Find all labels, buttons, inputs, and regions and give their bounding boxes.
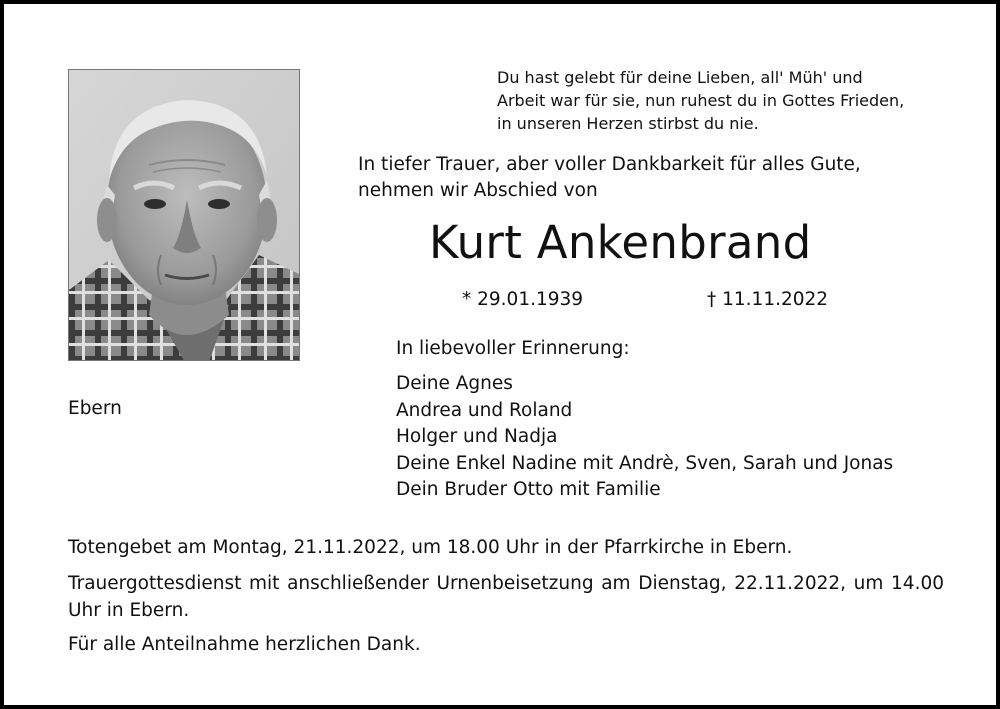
memorial-verse <box>497 66 942 135</box>
thanks-text: Für alle Anteilnahme herzlichen Dank. <box>68 634 421 655</box>
verse-line: Du hast gelebt für deine Lieben, all' Müh' und <box>497 68 863 87</box>
intro-line: nehmen wir Abschied von <box>358 180 598 201</box>
prayer-service-text: Totengebet am Montag, 21.11.2022, um 18.00 Uhr in der Pfarrkirche in Ebern. <box>68 537 793 558</box>
family-list <box>396 371 893 504</box>
verse-line: in unseren Herzen stirbst du nie. <box>497 114 759 133</box>
funeral-mass-text: Trauergottesdienst mit anschließender Urnenbeisetzung am Dienstag, 22.11.2022, um 14.00 Uhr in Ebern. <box>68 573 944 621</box>
family-member: Deine Enkel Nadine mit Andrè, Sven, Sarah und Jonas <box>396 452 894 474</box>
family-member: Andrea und Roland <box>396 399 573 421</box>
verse-line: Arbeit war für sie, nun ruhest du in Gottes Frieden, <box>497 91 905 110</box>
deceased-name: Kurt Ankenbrand <box>429 216 812 269</box>
remembrance-heading: In liebevoller Erinnerung: <box>396 338 630 359</box>
portrait-photo <box>68 69 300 361</box>
family-member: Deine Agnes <box>396 373 513 394</box>
birth-date: * 29.01.1939 <box>462 289 584 310</box>
intro-line: In tiefer Trauer, aber voller Dankbarkeit für alles Gute, <box>358 154 861 175</box>
intro-text <box>358 152 918 204</box>
family-member: Dein Bruder Otto mit Familie <box>396 479 661 500</box>
place-label: Ebern <box>68 398 122 419</box>
death-date: † 11.11.2022 <box>707 289 829 310</box>
family-member: Holger und Nadja <box>396 426 558 447</box>
portrait-image <box>69 70 300 361</box>
